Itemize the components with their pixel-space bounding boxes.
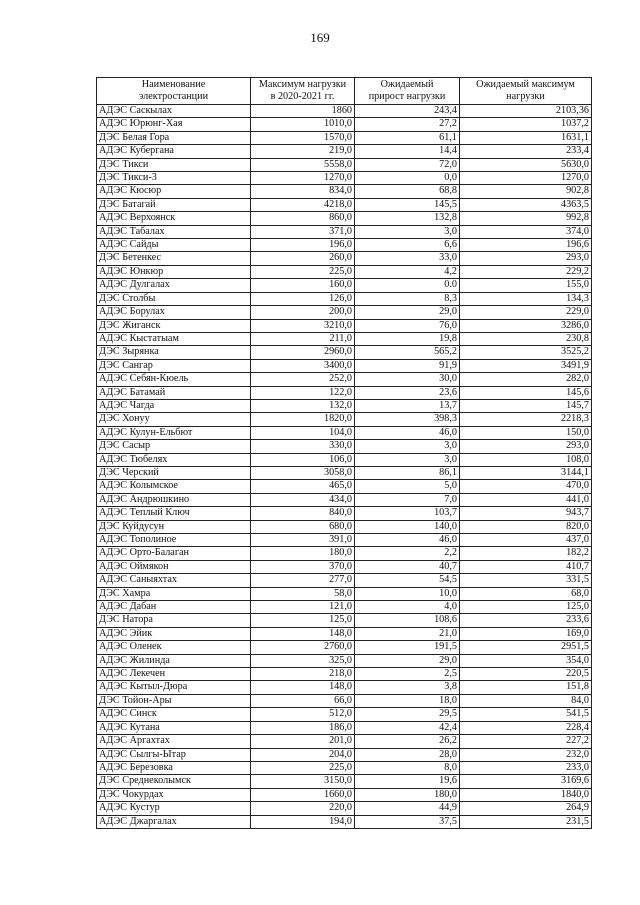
cell-max-load: 104,0 [251,426,355,439]
cell-plant-name: ДЭС Батагай [97,198,251,211]
cell-load-growth: 29,0 [355,654,460,667]
cell-max-load: 2960,0 [251,346,355,359]
cell-max-load: 125,0 [251,614,355,627]
cell-max-load: 371,0 [251,225,355,238]
cell-expected-max: 943,7 [460,507,592,520]
cell-expected-max: 228,4 [460,721,592,734]
cell-load-growth: 40,7 [355,560,460,573]
cell-load-growth: 26,2 [355,735,460,748]
cell-max-load: 840,0 [251,507,355,520]
cell-expected-max: 902,8 [460,185,592,198]
cell-load-growth: 37,5 [355,815,460,828]
table-row [97,547,592,560]
cell-expected-max: 145,6 [460,386,592,399]
cell-expected-max: 196,6 [460,239,592,252]
cell-plant-name: АДЭС Тополиное [97,534,251,547]
cell-max-load: 252,0 [251,373,355,386]
cell-expected-max: 331,5 [460,574,592,587]
table-row [97,332,592,345]
header-line: нагрузки [506,91,545,102]
cell-load-growth: 2,5 [355,668,460,681]
cell-load-growth: 21,0 [355,627,460,640]
cell-plant-name: АДЭС Батамай [97,386,251,399]
cell-plant-name: ДЭС Сангар [97,359,251,372]
cell-load-growth: 2,2 [355,547,460,560]
cell-load-growth: 191,5 [355,641,460,654]
cell-plant-name: АДЭС Дулгалах [97,279,251,292]
table-row [97,440,592,453]
cell-load-growth: 132,8 [355,212,460,225]
header-line: Максимум нагрузки [258,79,347,90]
cell-expected-max: 3525,2 [460,346,592,359]
table-row [97,641,592,654]
table-row [97,158,592,171]
cell-plant-name: АДЭС Кюсюр [97,185,251,198]
table-row [97,306,592,319]
table-row [97,252,592,265]
cell-expected-max: 437,0 [460,534,592,547]
table-row [97,802,592,815]
cell-max-load: 834,0 [251,185,355,198]
cell-max-load: 860,0 [251,212,355,225]
table-row [97,681,592,694]
table-row [97,198,592,211]
cell-plant-name: АДЭС Орто-Балаган [97,547,251,560]
cell-load-growth: 19,6 [355,775,460,788]
cell-plant-name: ДЭС Натора [97,614,251,627]
table-row [97,225,592,238]
cell-plant-name: АДЭС Сайды [97,239,251,252]
cell-expected-max: 3169,6 [460,775,592,788]
cell-plant-name: ДЭС Черский [97,466,251,479]
cell-load-growth: 46,0 [355,534,460,547]
cell-plant-name: ДЭС Куйдусун [97,520,251,533]
cell-plant-name: АДЭС Кытыл-Дюра [97,681,251,694]
cell-expected-max: 145,7 [460,399,592,412]
cell-max-load: 4218,0 [251,198,355,211]
cell-expected-max: 233,0 [460,761,592,774]
cell-max-load: 512,0 [251,708,355,721]
cell-load-growth: 29,0 [355,306,460,319]
cell-max-load: 160,0 [251,279,355,292]
cell-expected-max: 3144,1 [460,466,592,479]
cell-load-growth: 30,0 [355,373,460,386]
header-load-growth [355,78,460,105]
cell-max-load: 2760,0 [251,641,355,654]
cell-expected-max: 182,2 [460,547,592,560]
table-row [97,520,592,533]
cell-plant-name: ДЭС Тикси [97,158,251,171]
cell-max-load: 66,0 [251,694,355,707]
table-row [97,775,592,788]
table-row [97,466,592,479]
cell-expected-max: 820,0 [460,520,592,533]
cell-expected-max: 293,0 [460,252,592,265]
cell-max-load: 330,0 [251,440,355,453]
cell-plant-name: АДЭС Себян-Кюель [97,373,251,386]
cell-load-growth: 103,7 [355,507,460,520]
table-row [97,560,592,573]
cell-max-load: 1660,0 [251,788,355,801]
cell-plant-name: ДЭС Столбы [97,292,251,305]
cell-expected-max: 220,5 [460,668,592,681]
cell-expected-max: 3286,0 [460,319,592,332]
cell-load-growth: 28,0 [355,748,460,761]
cell-expected-max: 470,0 [460,480,592,493]
cell-load-growth: 140,0 [355,520,460,533]
cell-load-growth: 68,8 [355,185,460,198]
table-row [97,453,592,466]
cell-load-growth: 23,6 [355,386,460,399]
table-row [97,507,592,520]
cell-expected-max: 441,0 [460,493,592,506]
cell-expected-max: 1631,1 [460,131,592,144]
table-row [97,105,592,118]
cell-max-load: 3400,0 [251,359,355,372]
table-row [97,748,592,761]
table-row [97,118,592,131]
header-max-load [251,78,355,105]
cell-load-growth: 19,8 [355,332,460,345]
cell-max-load: 194,0 [251,815,355,828]
header-line: электростанции [138,91,209,102]
cell-plant-name: ДЭС Бетенкес [97,252,251,265]
cell-load-growth: 4,0 [355,601,460,614]
cell-plant-name: АДЭС Верхоянск [97,212,251,225]
cell-plant-name: АДЭС Аргахтах [97,735,251,748]
table-row [97,346,592,359]
cell-plant-name: АДЭС Андрюшкино [97,493,251,506]
table-row [97,359,592,372]
cell-load-growth: 29,5 [355,708,460,721]
cell-max-load: 58,0 [251,587,355,600]
table-row [97,172,592,185]
cell-plant-name: АДЭС Сылгы-Ытар [97,748,251,761]
cell-max-load: 5558,0 [251,158,355,171]
cell-expected-max: 233,6 [460,614,592,627]
cell-max-load: 148,0 [251,681,355,694]
cell-plant-name: АДЭС Лекечен [97,668,251,681]
cell-load-growth: 4,2 [355,265,460,278]
cell-load-growth: 145,5 [355,198,460,211]
cell-load-growth: 398,3 [355,413,460,426]
page-number: 169 [310,30,330,45]
table-row [97,534,592,547]
cell-expected-max: 169,0 [460,627,592,640]
cell-plant-name: ДЭС Хамра [97,587,251,600]
cell-load-growth: 18,0 [355,694,460,707]
cell-load-growth: 7,0 [355,493,460,506]
table-row [97,480,592,493]
cell-plant-name: АДЭС Кыстатыам [97,332,251,345]
table-row [97,279,592,292]
cell-plant-name: АДЭС Юрюнг-Хая [97,118,251,131]
header-line: прирост нагрузки [368,91,446,102]
cell-max-load: 680,0 [251,520,355,533]
header-plant-name [97,78,251,105]
cell-plant-name: АДЭС Теплый Ключ [97,507,251,520]
cell-expected-max: 2218,3 [460,413,592,426]
cell-expected-max: 282,0 [460,373,592,386]
cell-plant-name: АДЭС Табалах [97,225,251,238]
cell-expected-max: 229,2 [460,265,592,278]
cell-max-load: 106,0 [251,453,355,466]
cell-max-load: 122,0 [251,386,355,399]
cell-load-growth: 42,4 [355,721,460,734]
cell-load-growth: 3,0 [355,440,460,453]
cell-max-load: 1010,0 [251,118,355,131]
cell-plant-name: ДЭС Среднеколымск [97,775,251,788]
cell-plant-name: АДЭС Борулах [97,306,251,319]
cell-max-load: 148,0 [251,627,355,640]
table-row [97,131,592,144]
cell-max-load: 225,0 [251,265,355,278]
header-expected-max [460,78,592,105]
cell-load-growth: 180,0 [355,788,460,801]
cell-expected-max: 233,4 [460,145,592,158]
cell-expected-max: 108,0 [460,453,592,466]
cell-plant-name: АДЭС Чагда [97,399,251,412]
cell-plant-name: ДЭС Зырянка [97,346,251,359]
table-row [97,587,592,600]
table-header-row [97,78,592,105]
cell-max-load: 434,0 [251,493,355,506]
cell-max-load: 3150,0 [251,775,355,788]
cell-expected-max: 2103,36 [460,105,592,118]
cell-expected-max: 134,3 [460,292,592,305]
cell-expected-max: 5630,0 [460,158,592,171]
cell-plant-name: АДЭС Кубергана [97,145,251,158]
cell-plant-name: ДЭС Тикси-3 [97,172,251,185]
cell-max-load: 200,0 [251,306,355,319]
cell-load-growth: 3,0 [355,225,460,238]
table-row [97,574,592,587]
cell-plant-name: АДЭС Дабан [97,601,251,614]
cell-expected-max: 227,2 [460,735,592,748]
cell-max-load: 201,0 [251,735,355,748]
cell-load-growth: 44,9 [355,802,460,815]
cell-plant-name: ДЭС Тойон-Ары [97,694,251,707]
cell-plant-name: АДЭС Оймякон [97,560,251,573]
cell-load-growth: 61,1 [355,131,460,144]
cell-expected-max: 374,0 [460,225,592,238]
cell-expected-max: 232,0 [460,748,592,761]
cell-plant-name: ДЭС Хонуу [97,413,251,426]
cell-expected-max: 264,9 [460,802,592,815]
cell-expected-max: 293,0 [460,440,592,453]
header-line: в 2020-2021 гг. [270,91,335,102]
cell-expected-max: 2951,5 [460,641,592,654]
table-row [97,668,592,681]
cell-load-growth: 13,7 [355,399,460,412]
cell-expected-max: 230,8 [460,332,592,345]
cell-load-growth: 54,5 [355,574,460,587]
table-row [97,239,592,252]
table-row [97,265,592,278]
cell-max-load: 186,0 [251,721,355,734]
table-row [97,493,592,506]
table-row [97,373,592,386]
table-row [97,708,592,721]
header-line: Ожидаемый максимум [476,79,575,90]
cell-plant-name: АДЭС Кулун-Ельбют [97,426,251,439]
cell-expected-max: 1270,0 [460,172,592,185]
cell-load-growth: 243,4 [355,105,460,118]
table-row [97,386,592,399]
cell-max-load: 225,0 [251,761,355,774]
cell-max-load: 260,0 [251,252,355,265]
cell-expected-max: 541,5 [460,708,592,721]
cell-plant-name: АДЭС Колымское [97,480,251,493]
cell-expected-max: 155,0 [460,279,592,292]
cell-load-growth: 33,0 [355,252,460,265]
cell-load-growth: 5,0 [355,480,460,493]
cell-load-growth: 108,6 [355,614,460,627]
table-row [97,185,592,198]
cell-max-load: 370,0 [251,560,355,573]
table-row [97,721,592,734]
cell-expected-max: 151,8 [460,681,592,694]
cell-max-load: 1820,0 [251,413,355,426]
cell-expected-max: 3491,9 [460,359,592,372]
cell-expected-max: 1037,2 [460,118,592,131]
table-row [97,292,592,305]
cell-plant-name: АДЭС Березовка [97,761,251,774]
cell-max-load: 3058,0 [251,466,355,479]
cell-plant-name: ДЭС Чокурдах [97,788,251,801]
table-row [97,426,592,439]
cell-load-growth: 91,9 [355,359,460,372]
cell-max-load: 325,0 [251,654,355,667]
table-row [97,815,592,828]
table-body [97,105,592,829]
table-row [97,212,592,225]
cell-load-growth: 565,2 [355,346,460,359]
cell-load-growth: 3,8 [355,681,460,694]
cell-load-growth: 3,0 [355,453,460,466]
cell-plant-name: АДЭС Кутана [97,721,251,734]
cell-max-load: 219,0 [251,145,355,158]
cell-max-load: 277,0 [251,574,355,587]
cell-max-load: 121,0 [251,601,355,614]
table-row [97,735,592,748]
cell-max-load: 1270,0 [251,172,355,185]
cell-max-load: 220,0 [251,802,355,815]
cell-plant-name: ДЭС Белая Гора [97,131,251,144]
cell-load-growth: 10,0 [355,587,460,600]
cell-max-load: 391,0 [251,534,355,547]
cell-plant-name: АДЭС Джаргалах [97,815,251,828]
cell-expected-max: 992,8 [460,212,592,225]
table-row [97,413,592,426]
table-row [97,627,592,640]
cell-expected-max: 150,0 [460,426,592,439]
header-line: Наименование [141,79,206,90]
cell-plant-name: АДЭС Саныяхтах [97,574,251,587]
cell-max-load: 180,0 [251,547,355,560]
cell-load-growth: 76,0 [355,319,460,332]
table-row [97,145,592,158]
header-line: Ожидаемый [380,79,434,90]
table-row [97,614,592,627]
cell-max-load: 126,0 [251,292,355,305]
cell-load-growth: 27,2 [355,118,460,131]
cell-max-load: 211,0 [251,332,355,345]
power-plants-table [96,77,592,829]
cell-max-load: 1570,0 [251,131,355,144]
cell-max-load: 1860 [251,105,355,118]
cell-plant-name: ДЭС Сасыр [97,440,251,453]
cell-load-growth: 72,0 [355,158,460,171]
cell-plant-name: ДЭС Жиганск [97,319,251,332]
cell-load-growth: 86,1 [355,466,460,479]
cell-max-load: 218,0 [251,668,355,681]
table-row [97,399,592,412]
cell-max-load: 3210,0 [251,319,355,332]
cell-plant-name: АДЭС Оленек [97,641,251,654]
table-row [97,761,592,774]
cell-plant-name: АДЭС Эйик [97,627,251,640]
cell-max-load: 204,0 [251,748,355,761]
cell-expected-max: 68,0 [460,587,592,600]
cell-load-growth: 8,0 [355,761,460,774]
cell-max-load: 196,0 [251,239,355,252]
cell-load-growth: 8,3 [355,292,460,305]
cell-load-growth: 0.0 [355,279,460,292]
cell-load-growth: 14,4 [355,145,460,158]
cell-expected-max: 4363,5 [460,198,592,211]
cell-expected-max: 1840,0 [460,788,592,801]
table-row [97,654,592,667]
cell-plant-name: АДЭС Синск [97,708,251,721]
cell-expected-max: 125,0 [460,601,592,614]
cell-plant-name: АДЭС Саскылах [97,105,251,118]
cell-expected-max: 84,0 [460,694,592,707]
table-row [97,601,592,614]
cell-plant-name: АДЭС Юнкюр [97,265,251,278]
cell-expected-max: 410,7 [460,560,592,573]
cell-plant-name: АДЭС Кустур [97,802,251,815]
cell-expected-max: 354,0 [460,654,592,667]
table-row [97,788,592,801]
table-row [97,319,592,332]
cell-load-growth: 0,0 [355,172,460,185]
cell-load-growth: 6,6 [355,239,460,252]
cell-expected-max: 229,0 [460,306,592,319]
cell-load-growth: 46,0 [355,426,460,439]
cell-plant-name: АДЭС Тюбелях [97,453,251,466]
table-row [97,694,592,707]
cell-plant-name: АДЭС Жилинда [97,654,251,667]
cell-max-load: 465,0 [251,480,355,493]
cell-expected-max: 231,5 [460,815,592,828]
cell-max-load: 132,0 [251,399,355,412]
